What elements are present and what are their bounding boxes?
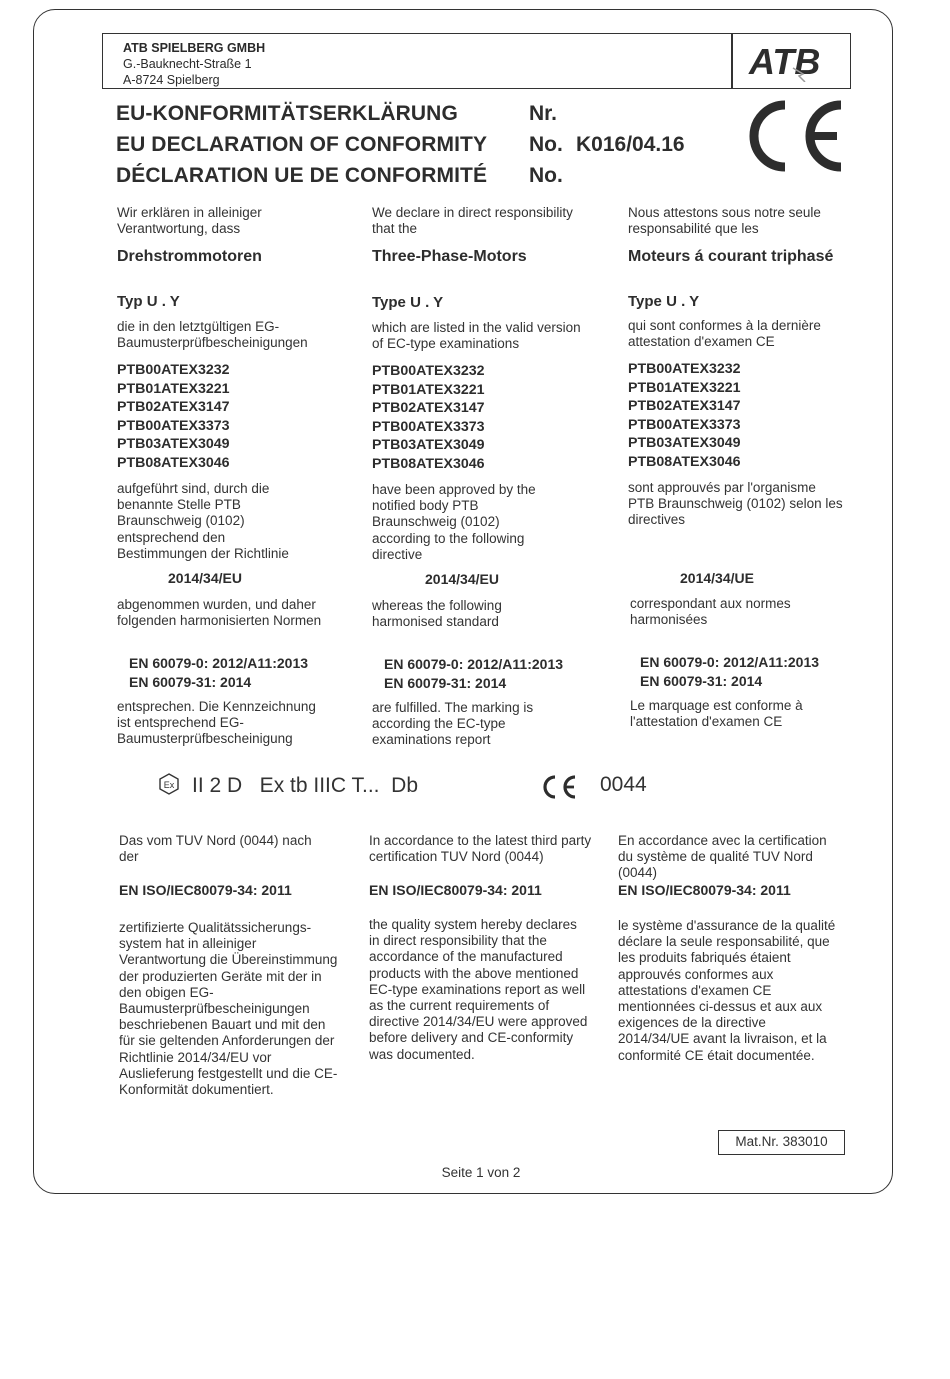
iso-standard-de: EN ISO/IEC80079-34: 2011	[119, 882, 292, 898]
product-en: Three-Phase-Motors	[372, 248, 527, 265]
harmonised-en: whereas the following harmonised standard	[372, 598, 502, 630]
header-box	[102, 33, 851, 89]
ce-mark-small-icon	[540, 774, 578, 800]
certificate-item: PTB02ATEX3147	[372, 400, 485, 417]
ex-marking-text: II 2 D Ex tb IIIC T... Db	[192, 774, 419, 797]
atb-logo	[745, 40, 843, 82]
certificate-item: PTB00ATEX3373	[372, 418, 485, 435]
certificate-list-en	[372, 362, 597, 474]
certificate-item: PTB00ATEX3373	[117, 417, 230, 434]
approved-de: aufgeführt sind, durch die benannte Stelle PTB Braunschweig (0102) entsprechend den Bestimmungen der Richtlinie	[117, 481, 289, 561]
approved-fr: sont approuvés par l'organisme PTB Braunschweig (0102) selon les directives	[628, 480, 843, 528]
iso-standard-fr: EN ISO/IEC80079-34: 2011	[618, 882, 791, 898]
certificate-item: PTB02ATEX3147	[628, 398, 741, 415]
certificate-item: PTB08ATEX3046	[628, 453, 741, 470]
product-fr: Moteurs á courant triphasé	[628, 248, 834, 265]
standard-item: EN 60079-31: 2014	[640, 672, 763, 689]
ce-mark-icon	[745, 99, 847, 173]
type-de: Typ U . Y	[117, 293, 180, 310]
fulfilled-fr: Le marquage est conforme à l'attestation d'examen CE	[630, 698, 803, 730]
certificate-item: PTB01ATEX3221	[628, 379, 741, 396]
listed-fr: qui sont conformes à la dernière attestation d'examen CE	[628, 318, 821, 350]
number-label-fr: No.	[529, 164, 563, 187]
approved-en: have been approved by the notified body PTB Braunschweig (0102) according to the following directive	[372, 482, 536, 562]
certificate-list-fr	[628, 360, 853, 472]
standards-de	[129, 654, 308, 691]
directive-en: 2014/34/EU	[425, 571, 499, 587]
certificate-item: PTB08ATEX3046	[117, 454, 230, 471]
ex-hexagon-icon	[158, 773, 180, 795]
intro-de: Wir erklären in alleiniger Verantwortung, dass	[117, 205, 262, 237]
ex-marking	[158, 773, 418, 798]
company-address	[123, 40, 265, 88]
type-en: Type U . Y	[372, 294, 444, 311]
declaration-number: K016/04.16	[576, 133, 685, 156]
directive-fr: 2014/34/UE	[680, 570, 754, 586]
page-footer: Seite 1 von 2	[441, 1165, 521, 1180]
title-de: EU-KONFORMITÄTSERKLÄRUNG	[116, 102, 458, 125]
type-fr: Type U . Y	[628, 293, 700, 310]
svg-text:Ex: Ex	[163, 780, 175, 790]
certificate-item: PTB01ATEX3221	[372, 381, 485, 398]
number-label-en: No.	[529, 133, 563, 156]
standard-item: EN 60079-0: 2012/A11:2013	[129, 655, 309, 671]
qa-intro-de: Das vom TUV Nord (0044) nach der	[119, 833, 312, 865]
product-de: Drehstrommotoren	[117, 248, 262, 265]
listed-en: which are listed in the valid version of EC-type examinations	[372, 320, 581, 352]
certificate-item: PTB00ATEX3373	[628, 416, 741, 433]
harmonised-de: abgenommen wurden, und daher folgenden harmonisierten Normen	[117, 597, 322, 629]
certificate-item: PTB01ATEX3221	[117, 380, 230, 397]
certificate-item: PTB03ATEX3049	[372, 437, 485, 454]
listed-de: die in den letztgültigen EG-Baumusterprüfbescheinigungen	[117, 319, 308, 351]
standard-item: EN 60079-0: 2012/A11:2013	[384, 656, 564, 672]
standard-item: EN 60079-31: 2014	[384, 674, 507, 691]
company-name: ATB SPIELBERG GMBH	[123, 41, 266, 55]
certificate-item: PTB00ATEX3232	[117, 362, 230, 378]
atb-logo-text: ATB	[749, 41, 821, 82]
certificate-item: PTB03ATEX3049	[117, 436, 230, 453]
title-en: EU DECLARATION OF CONFORMITY	[116, 133, 488, 156]
notified-body-number: 0044	[600, 773, 647, 796]
standards-en	[384, 655, 563, 692]
qa-text-en: the quality system hereby declares in direct responsibility that the accordance of the manufactured products with the above mentioned EC-type examinations report as well as the current requirements of directive 2014/34/EU were approved before delivery and CE-conformity was documented.	[369, 917, 588, 1062]
company-street: G.-Bauknecht-Straße 1	[123, 57, 252, 71]
logo-separator	[731, 34, 733, 88]
qa-text-de: zertifizierte Qualitätssicherungs-system hat in alleiniger Verantwortung die Übereinstimmung der produzierten Geräte mit der in den obigen EG-Baumusterprüfbescheinigungen beschriebenen Bauart und mit den für sie geltenden Anforderungen der Richtlinie 2014/34/EU vor Auslieferung festgestellt und die CE-Konformität dokumentiert.	[119, 920, 338, 1098]
qa-text-fr: le système d'assurance de la qualité déclare la seule responsabilité, que les produits fabriqués étaient approuvés conformes aux attestations d'examen CE mentionnées ci-dessus et aux aux exigences de la directive 2014/34/UE avant la livraison, et la conformité CE était documentée.	[618, 918, 836, 1063]
certificate-list-de	[117, 361, 342, 473]
material-number: Mat.Nr. 383010	[718, 1130, 845, 1155]
number-label-de: Nr.	[529, 102, 558, 125]
qa-intro-en: In accordance to the latest third party certification TUV Nord (0044)	[369, 833, 592, 865]
intro-en: We declare in direct responsibility that the	[372, 205, 573, 237]
company-city: A-8724 Spielberg	[123, 73, 220, 87]
standards-fr	[640, 653, 819, 690]
fulfilled-de: entsprechen. Die Kennzeichnung ist entsprechend EG-Baumusterprüfbescheinigung	[117, 699, 316, 747]
harmonised-fr: correspondant aux normes harmonisées	[630, 596, 791, 628]
standard-item: EN 60079-31: 2014	[129, 673, 252, 690]
iso-standard-en: EN ISO/IEC80079-34: 2011	[369, 882, 542, 898]
title-fr: DÉCLARATION UE DE CONFORMITÉ	[116, 164, 488, 187]
fulfilled-en: are fulfilled. The marking is according the EC-type examinations report	[372, 700, 534, 748]
certificate-item: PTB03ATEX3049	[628, 435, 741, 452]
certificate-item: PTB02ATEX3147	[117, 399, 230, 416]
directive-de: 2014/34/EU	[168, 570, 242, 586]
certificate-item: PTB08ATEX3046	[372, 455, 485, 472]
qa-intro-fr: En accordance avec la certification du système de qualité TUV Nord (0044)	[618, 833, 827, 881]
certificate-item: PTB00ATEX3232	[372, 363, 485, 379]
standard-item: EN 60079-0: 2012/A11:2013	[640, 654, 820, 670]
certificate-item: PTB00ATEX3232	[628, 361, 741, 377]
intro-fr: Nous attestons sous notre seule responsabilité que les	[628, 205, 821, 237]
